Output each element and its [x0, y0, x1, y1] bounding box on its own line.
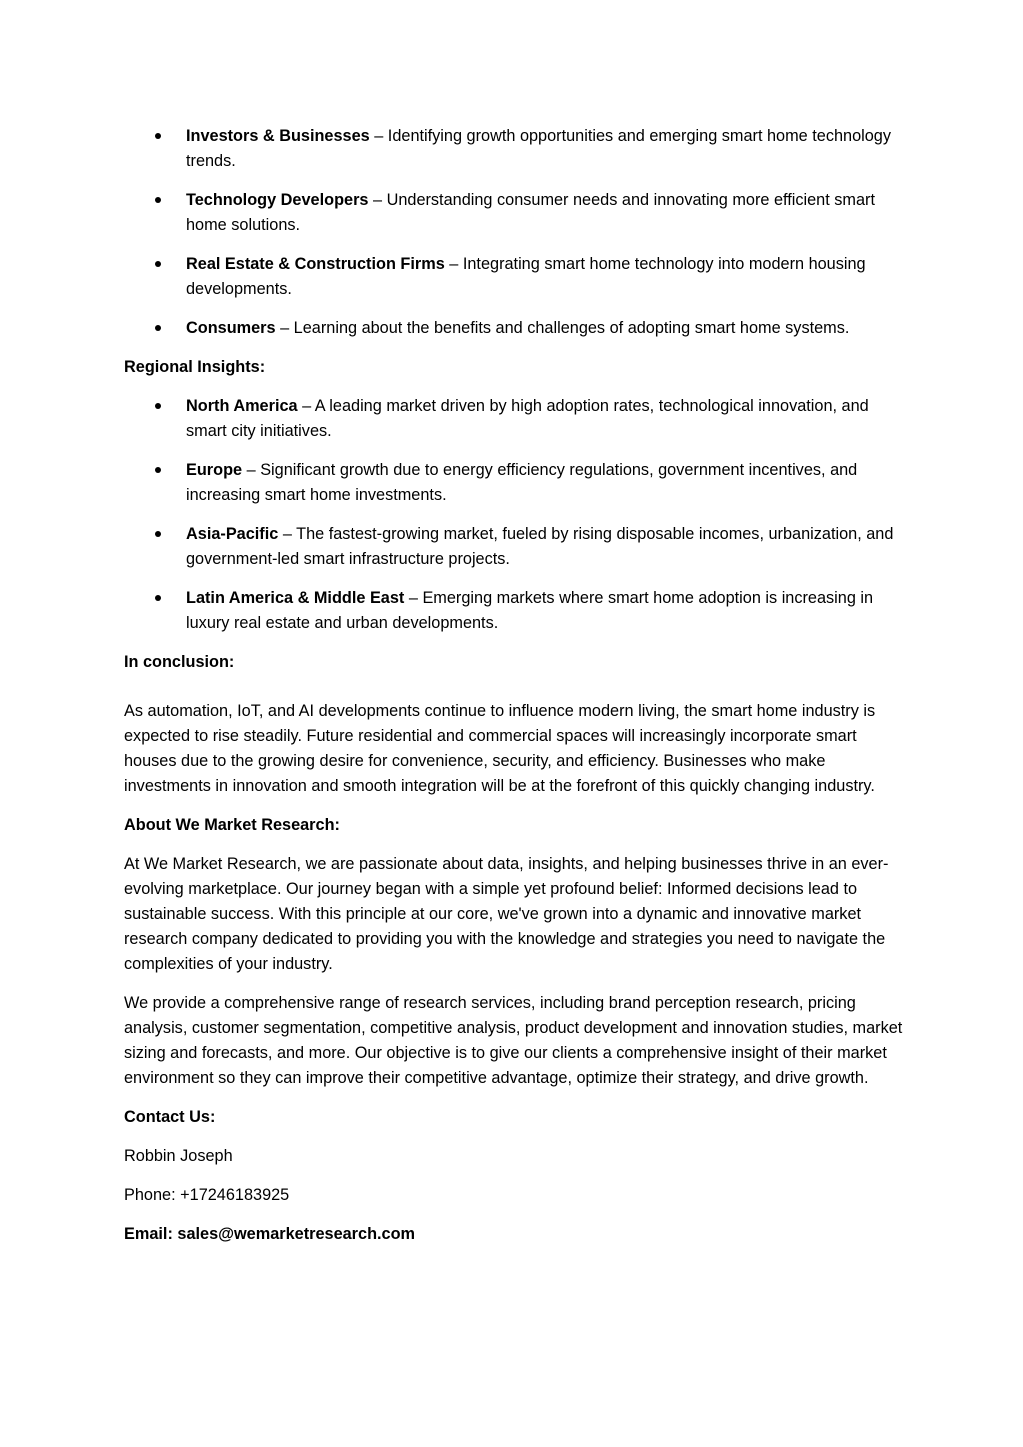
list-item-term: Investors & Businesses: [186, 127, 370, 145]
conclusion-heading: In conclusion:: [124, 653, 235, 671]
document-page: [124, 124, 904, 1261]
bullet-icon: [155, 133, 161, 139]
audience-list: [124, 124, 904, 341]
bullet-icon: [155, 531, 161, 537]
list-item-description: – A leading market driven by high adoption rates, technological innovation, and smart city initiatives.: [186, 397, 869, 440]
contact-heading: Contact Us:: [124, 1108, 216, 1126]
list-item-term: North America: [186, 397, 298, 415]
list-item-term: Latin America & Middle East: [186, 589, 405, 607]
list-item-description: – Identifying growth opportunities and emerging smart home technology trends.: [186, 127, 892, 170]
bullet-icon: [155, 261, 161, 267]
list-item: [124, 252, 904, 302]
list-item: [124, 522, 904, 572]
list-item-term: Europe: [186, 461, 243, 479]
list-item: [124, 586, 904, 636]
contact-name: Robbin Joseph: [124, 1147, 233, 1165]
bullet-icon: [155, 403, 161, 409]
list-item-term: Technology Developers: [186, 191, 369, 209]
about-heading: About We Market Research:: [124, 816, 340, 834]
list-item-description: – Emerging markets where smart home adoption is increasing in luxury real estate and urban developments.: [186, 589, 874, 632]
regional-list: [124, 394, 904, 636]
list-item-description: – The fastest-growing market, fueled by rising disposable incomes, urbanization, and government-led smart infrastructure projects.: [186, 525, 894, 568]
list-item: [124, 316, 904, 341]
list-item: [124, 124, 904, 174]
regional-insights-heading: Regional Insights:: [124, 358, 266, 376]
bullet-icon: [155, 325, 161, 331]
list-item: [124, 188, 904, 238]
contact-email: Email: sales@wemarketresearch.com: [124, 1225, 416, 1243]
about-paragraph-2: We provide a comprehensive range of research services, including brand perception research, pricing analysis, customer segmentation, competitive analysis, product development and innovation studies, market sizing and forecasts, and more. Our objective is to give our clients a comprehensive insight of their market environment so they can improve their competitive advantage, optimize their strategy, and drive growth.: [124, 994, 903, 1087]
list-item-term: Asia-Pacific: [186, 525, 279, 543]
bullet-icon: [155, 467, 161, 473]
about-paragraph-1: At We Market Research, we are passionate about data, insights, and helping businesses thrive in an ever-evolving marketplace. Our journey began with a simple yet profound belief: Informed decisions lead to sustainable success. With this principle at our core, we've grown into a dynamic and innovative market research company dedicated to providing you with the knowledge and strategies you need to navigate the complexities of your industry.: [124, 855, 889, 973]
list-item-description: – Understanding consumer needs and innovating more efficient smart home solutions.: [186, 191, 875, 234]
list-item-term: Consumers: [186, 319, 276, 337]
list-item-description: – Significant growth due to energy efficiency regulations, government incentives, and increasing smart home investments.: [186, 461, 858, 504]
conclusion-paragraph: As automation, IoT, and AI developments continue to influence modern living, the smart home industry is expected to rise steadily. Future residential and commercial spaces will increasingly incorporate smart houses due to the growing desire for convenience, security, and efficiency. Businesses who make investments in innovation and smooth integration will be at the forefront of this quickly changing industry.: [124, 702, 876, 795]
list-item: [124, 394, 904, 444]
list-item-description: – Learning about the benefits and challenges of adopting smart home systems.: [275, 319, 850, 337]
list-item: [124, 458, 904, 508]
contact-phone: Phone: +17246183925: [124, 1186, 290, 1204]
bullet-icon: [155, 197, 161, 203]
bullet-icon: [155, 595, 161, 601]
list-item-description: – Integrating smart home technology into modern housing developments.: [186, 255, 866, 298]
list-item-term: Real Estate & Construction Firms: [186, 255, 445, 273]
